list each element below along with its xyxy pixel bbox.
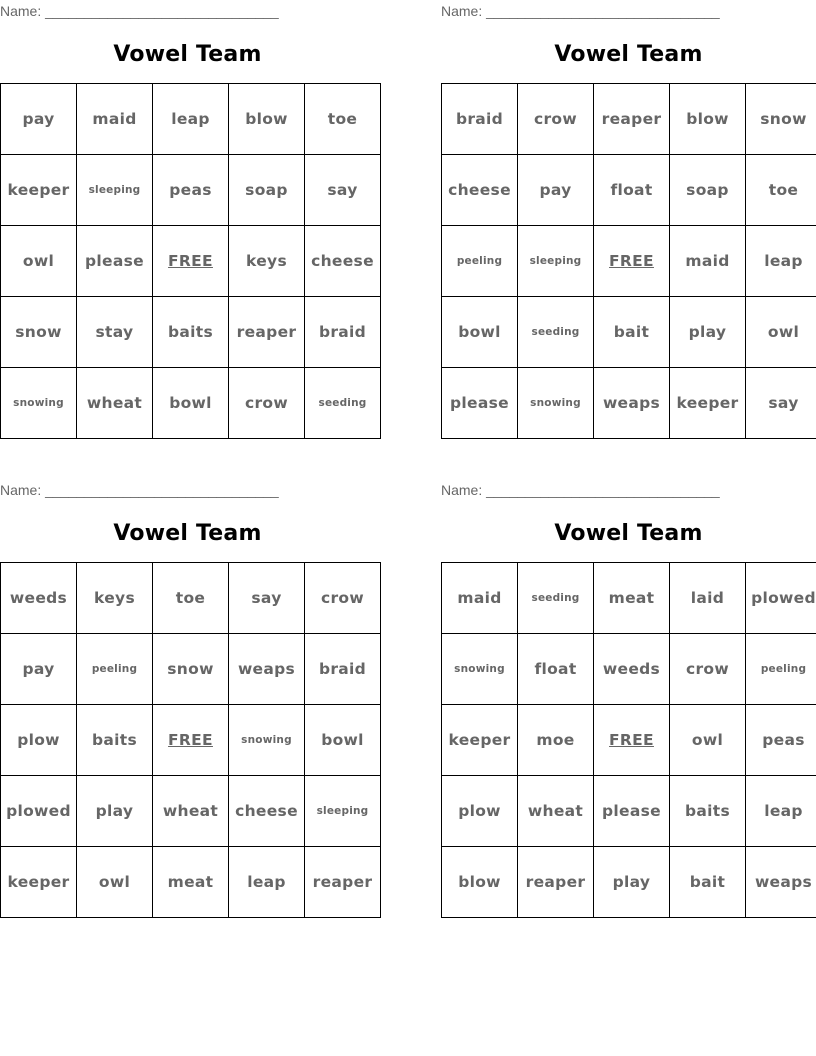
word-cell: toe — [153, 563, 229, 634]
bingo-card-3 — [0, 479, 375, 891]
word-cell: weaps — [594, 368, 670, 439]
word-cell: bait — [594, 297, 670, 368]
grid-row — [1, 847, 381, 918]
word-cell: leap — [746, 226, 816, 297]
word-cell: keys — [77, 563, 153, 634]
word-cell: peeling — [442, 226, 518, 297]
word-cell: braid — [442, 84, 518, 155]
word-cell: cheese — [442, 155, 518, 226]
grid-row — [442, 84, 816, 155]
word-cell: toe — [746, 155, 816, 226]
word-cell: seeding — [518, 297, 594, 368]
word-cell: bait — [670, 847, 746, 918]
word-cell: snowing — [229, 705, 305, 776]
word-cell: say — [305, 155, 381, 226]
word-cell: baits — [153, 297, 229, 368]
grid-row — [442, 776, 816, 847]
grid-row — [442, 226, 816, 297]
grid-row — [442, 368, 816, 439]
word-cell: float — [594, 155, 670, 226]
grid-row — [442, 563, 816, 634]
name-line: Name: ______________________________ — [441, 3, 720, 19]
word-cell: please — [442, 368, 518, 439]
word-cell: snowing — [1, 368, 77, 439]
word-cell: bowl — [442, 297, 518, 368]
grid-row — [1, 84, 381, 155]
word-cell: say — [229, 563, 305, 634]
word-cell: keys — [229, 226, 305, 297]
word-cell: meat — [153, 847, 229, 918]
word-cell: bowl — [305, 705, 381, 776]
word-cell: reaper — [305, 847, 381, 918]
word-cell: please — [594, 776, 670, 847]
free-space-cell: FREE — [594, 705, 670, 776]
word-cell: peeling — [77, 634, 153, 705]
grid-row — [1, 155, 381, 226]
grid-row — [442, 634, 816, 705]
free-space-cell: FREE — [153, 705, 229, 776]
grid-row — [1, 705, 381, 776]
word-cell: crow — [670, 634, 746, 705]
word-cell: braid — [305, 297, 381, 368]
word-cell: laid — [670, 563, 746, 634]
word-cell: owl — [670, 705, 746, 776]
word-cell: crow — [229, 368, 305, 439]
word-cell: seeding — [305, 368, 381, 439]
word-cell: snow — [153, 634, 229, 705]
grid-row — [442, 847, 816, 918]
bingo-card-1 — [0, 0, 375, 412]
bingo-card-2 — [441, 0, 816, 412]
word-cell: say — [746, 368, 816, 439]
word-cell: blow — [442, 847, 518, 918]
word-cell: reaper — [229, 297, 305, 368]
word-cell: play — [670, 297, 746, 368]
grid-row — [1, 297, 381, 368]
word-cell: braid — [305, 634, 381, 705]
word-cell: pay — [1, 84, 77, 155]
word-cell: moe — [518, 705, 594, 776]
card-title: Vowel Team — [113, 521, 262, 546]
word-cell: toe — [305, 84, 381, 155]
bingo-grid — [441, 83, 816, 439]
word-cell: plow — [1, 705, 77, 776]
word-cell: snowing — [518, 368, 594, 439]
word-cell: cheese — [305, 226, 381, 297]
word-cell: leap — [746, 776, 816, 847]
word-cell: wheat — [77, 368, 153, 439]
word-cell: please — [77, 226, 153, 297]
free-space-cell: FREE — [594, 226, 670, 297]
grid-row — [1, 563, 381, 634]
word-cell: keeper — [1, 155, 77, 226]
name-line: Name: ______________________________ — [0, 3, 279, 19]
word-cell: seeding — [518, 563, 594, 634]
word-cell: maid — [442, 563, 518, 634]
word-cell: weeds — [594, 634, 670, 705]
bingo-grid — [441, 562, 816, 918]
word-cell: maid — [77, 84, 153, 155]
grid-row — [442, 705, 816, 776]
grid-row — [1, 226, 381, 297]
card-title: Vowel Team — [113, 42, 262, 67]
word-cell: play — [594, 847, 670, 918]
word-cell: baits — [670, 776, 746, 847]
word-cell: sleeping — [77, 155, 153, 226]
card-title: Vowel Team — [554, 521, 703, 546]
word-cell: peas — [746, 705, 816, 776]
word-cell: plowed — [1, 776, 77, 847]
word-cell: soap — [670, 155, 746, 226]
bingo-card-4 — [441, 479, 816, 891]
word-cell: keeper — [442, 705, 518, 776]
word-cell: plow — [442, 776, 518, 847]
word-cell: sleeping — [518, 226, 594, 297]
word-cell: owl — [77, 847, 153, 918]
word-cell: weaps — [746, 847, 816, 918]
word-cell: snow — [1, 297, 77, 368]
word-cell: owl — [1, 226, 77, 297]
word-cell: blow — [670, 84, 746, 155]
word-cell: maid — [670, 226, 746, 297]
bingo-grid — [0, 562, 381, 918]
word-cell: crow — [518, 84, 594, 155]
word-cell: plowed — [746, 563, 816, 634]
word-cell: baits — [77, 705, 153, 776]
free-space-cell: FREE — [153, 226, 229, 297]
word-cell: keeper — [670, 368, 746, 439]
word-cell: crow — [305, 563, 381, 634]
word-cell: float — [518, 634, 594, 705]
word-cell: blow — [229, 84, 305, 155]
word-cell: peas — [153, 155, 229, 226]
word-cell: play — [77, 776, 153, 847]
word-cell: leap — [229, 847, 305, 918]
word-cell: bowl — [153, 368, 229, 439]
word-cell: owl — [746, 297, 816, 368]
word-cell: pay — [518, 155, 594, 226]
word-cell: cheese — [229, 776, 305, 847]
word-cell: reaper — [594, 84, 670, 155]
grid-row — [1, 776, 381, 847]
word-cell: peeling — [746, 634, 816, 705]
word-cell: weeds — [1, 563, 77, 634]
word-cell: snow — [746, 84, 816, 155]
grid-row — [1, 634, 381, 705]
grid-row — [1, 368, 381, 439]
name-line: Name: ______________________________ — [0, 482, 279, 498]
name-line: Name: ______________________________ — [441, 482, 720, 498]
word-cell: snowing — [442, 634, 518, 705]
word-cell: reaper — [518, 847, 594, 918]
grid-row — [442, 297, 816, 368]
word-cell: leap — [153, 84, 229, 155]
word-cell: keeper — [1, 847, 77, 918]
word-cell: stay — [77, 297, 153, 368]
word-cell: weaps — [229, 634, 305, 705]
word-cell: meat — [594, 563, 670, 634]
card-title: Vowel Team — [554, 42, 703, 67]
word-cell: wheat — [518, 776, 594, 847]
word-cell: soap — [229, 155, 305, 226]
bingo-grid — [0, 83, 381, 439]
grid-row — [442, 155, 816, 226]
word-cell: sleeping — [305, 776, 381, 847]
word-cell: pay — [1, 634, 77, 705]
word-cell: wheat — [153, 776, 229, 847]
